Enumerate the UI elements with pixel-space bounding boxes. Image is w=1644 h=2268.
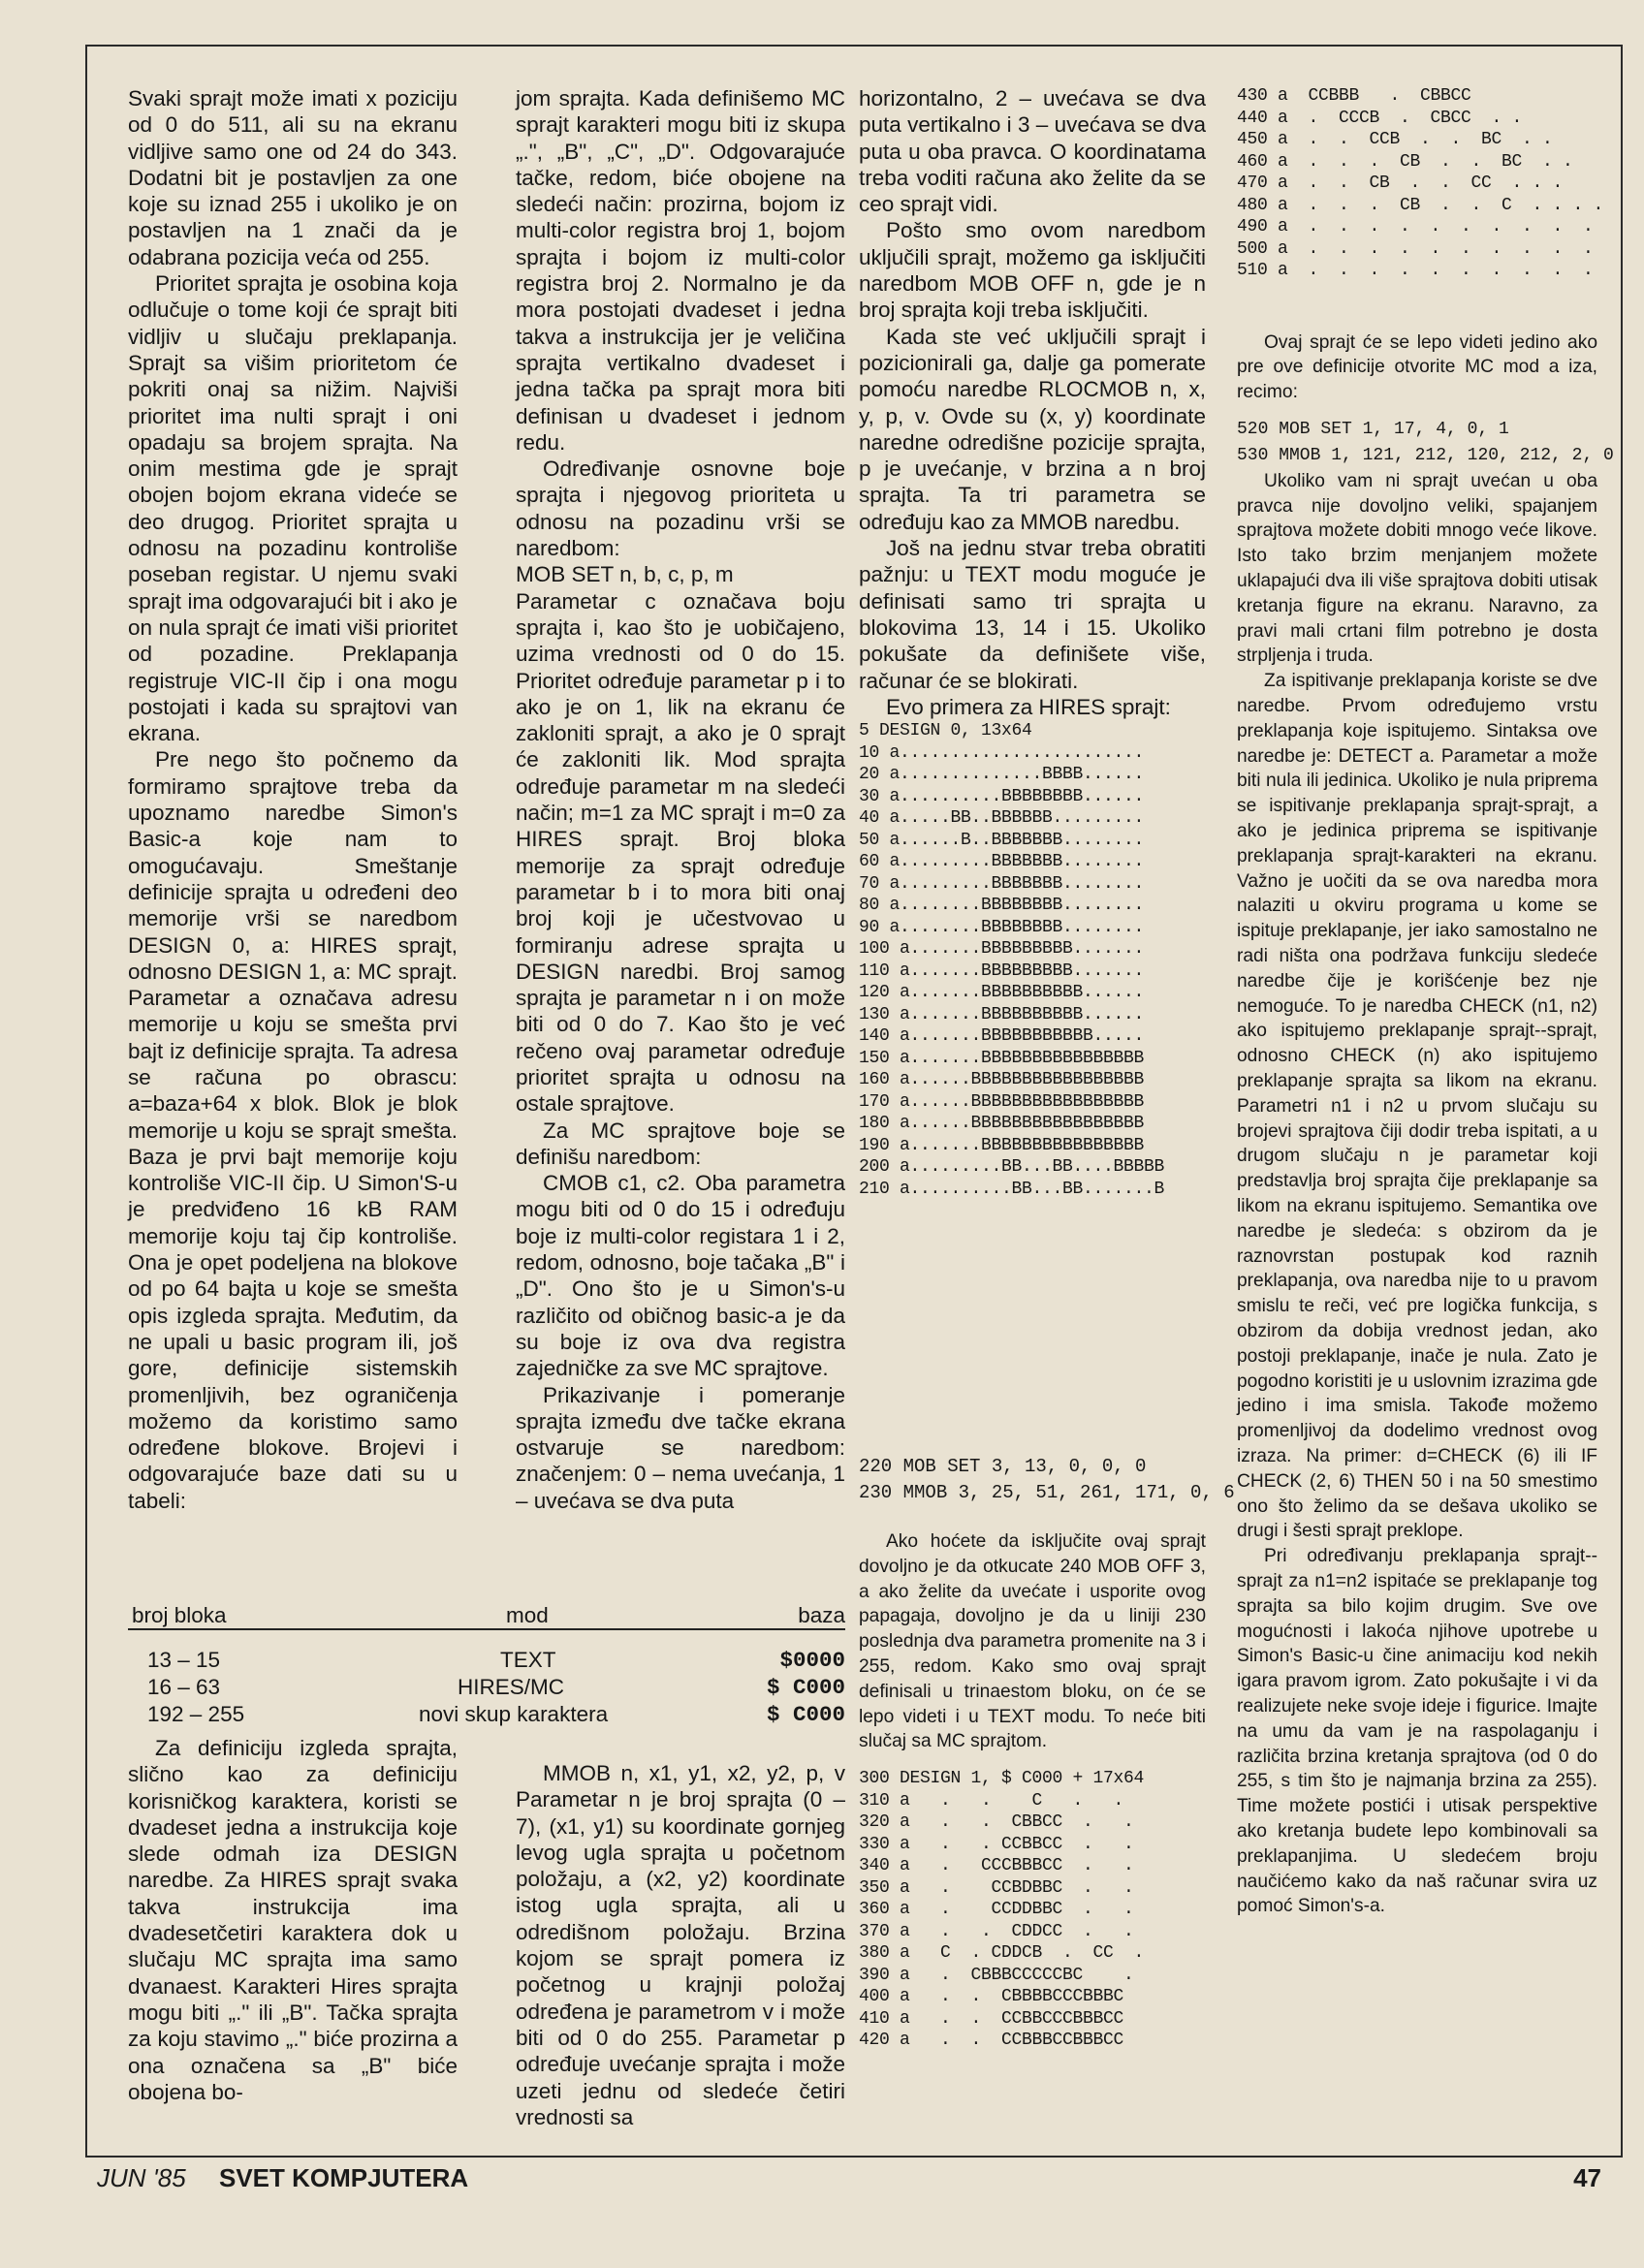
- code-line: 410 a . . CCBBCCCBBBCC: [859, 2008, 1124, 2029]
- code-line: 130 a.......BBBBBBBBBB......: [859, 1004, 1145, 1024]
- paragraph: Za MC sprajtove boje se definišu naredbom:: [516, 1118, 845, 1169]
- column-4: [1237, 85, 1614, 2111]
- paragraph: Pošto smo ovom naredbom uključili sprajt, možemo ga isključiti naredbom MOB OFF n, gde je n broj sprajta koji treba isključiti.: [859, 218, 1206, 323]
- column-2-bottom: [516, 1760, 845, 2142]
- code-line: 440 a . CCCB . CBCC . .: [1237, 108, 1523, 128]
- code-line: 300 DESIGN 1, $ C000 + 17x64: [859, 1769, 1145, 1789]
- code-line: 330 a . . CCBBCC . .: [859, 1834, 1134, 1854]
- code-line: 70 a.........BBBBBBB........: [859, 873, 1145, 894]
- paragraph: jom sprajta. Kada definišemo MC sprajt karakteri mogu biti iz skupa „.", „B", „C", „D". Odgovarajuće tačke, redom, biće obojene na sledeći način: prozirna, bojom iz multi-color registra broj 1, bojom sprajta i bojom iz multi-color registra broj 2. Normalno je da mora postojati dvadeset i jedna takva a instrukcija jer je veličina sprajta vertikalno dvadeset i jedna tačka pa sprajt mora biti definisan u dvadeset i jednom redu.: [516, 86, 845, 455]
- code-line: 120 a.......BBBBBBBBBB......: [859, 983, 1145, 1003]
- table-row: [128, 1675, 845, 1702]
- code-line: 160 a......BBBBBBBBBBBBBBBBB: [859, 1070, 1145, 1090]
- table-cell: $0000: [779, 1648, 845, 1673]
- code-line: 340 a . CCCBBBCC . .: [859, 1856, 1134, 1876]
- code-line: 320 a . . CBBCC . .: [859, 1812, 1134, 1833]
- table-header: broj bloka: [132, 1603, 227, 1627]
- paragraph: horizontalno, 2 – uvećava se dva puta vertikalno i 3 – uvećava se dva puta u oba pravca. O koordinatama treba voditi računa ako želite da se ceo sprajt vidi.: [859, 86, 1206, 217]
- code-line: 60 a.........BBBBBBB........: [859, 852, 1145, 872]
- code-line: 510 a . . . . . . . . . .: [1237, 261, 1594, 280]
- mc-sprite-listing: [859, 1768, 1206, 2052]
- paragraph: Parametar c označava boju sprajta i, kao što je uobičajeno, uzima vrednosti od 0 do 15. Prioritet određuje parametar p i to ako je on 1, lik na ekranu će zakloniti sprajt, a ako je 0 sprajt će zakloniti lik. Mod sprajta određuje parametar m na sledeći način; m=1 za MC sprajt i m=0 za HIRES sprajt. Broj bloka memorije za sprajt određuje parametar b i to mora biti onaj broj koji je učestvovao u formiranju adrese sprajta u DESIGN naredbi. Broj samog sprajta je parametar n i on može biti od 0 do 7. Kao što je već rečeno ovaj parametar određuje prioritet sprajta u odnosu na ostale sprajtove.: [516, 588, 845, 1117]
- column-1-bottom: [128, 1735, 458, 2142]
- table-header-row: [128, 1603, 845, 1630]
- paragraph: Kada ste već uključili sprajt i pozicionirali ga, dalje ga pomerate pomoću naredbe RLOCMOB n, x, y, p, v. Ovde su (x, y) koordinate naredne odredišne pozicije sprajta, p je uvećanje, v brzina a n broj sprajta. Ta tri parametra se određuju kao za MMOB naredbu.: [859, 324, 1206, 534]
- command-syntax: MOB SET n, b, c, p, m: [516, 562, 734, 587]
- table-row: [128, 1648, 845, 1675]
- paragraph: Ovaj sprajt će se lepo videti jedino ako pre ove definicije otvorite MC mod a iza, recimo:: [1237, 331, 1597, 403]
- column-3-bottom: [859, 1529, 1206, 2051]
- table-cell: novi skup karaktera: [419, 1702, 609, 1726]
- code-line: 220 MOB SET 3, 13, 0, 0, 0: [859, 1456, 1147, 1477]
- code-line: 430 a CCBBB . CBBCC: [1237, 86, 1471, 106]
- code-line: 350 a . CCBDBBC . .: [859, 1877, 1134, 1898]
- code-line: 460 a . . . CB . . BC . .: [1237, 151, 1573, 172]
- column-2: [516, 85, 845, 1568]
- code-line: 390 a . CBBBCCCCCBC .: [859, 1965, 1134, 1985]
- table-cell: TEXT: [500, 1648, 556, 1672]
- code-line: 110 a.......BBBBBBBBB.......: [859, 961, 1145, 981]
- code-line: 490 a . . . . . . . . . .: [1237, 217, 1594, 236]
- page-number: 47: [1573, 2163, 1601, 2192]
- paragraph: Za ispitivanje preklapanja koriste se dve naredbe. Prvom određujemo vrstu preklapanja koje ispitujemo. Sintaksa ove naredbe je: DETECT a. Parametar a može biti nula ili jedinica. Ukoliko je nula priprema se ispitivanje preklapanja sprajt-sprajt, a ako je jedinica priprema se ispitivanje preklapanja sprajt-karakteri na ekranu. Važno je uočiti da se ova naredba mora nalaziti u okviru programa u kome se ispituje preklapanje, jer iako samostalno ne radi ništa ona podržava funkciju sledeće naredbe čije je korišćenje bez nje nemoguće. To je naredba CHECK (n1, n2) ako ispitujemo preklapanje sprajt--sprajt, odnosno CHECK (n) ako ispitujemo preklapanje sprajta sa likom na ekranu. Parametri n1 i n2 u prvom slučaju su brojevi sprajtova čiji dodir treba ispitati, a u drugom slučaju n je parametar koji predstavlja broj sprajta čije preklapanje sa likom na ekranu ispitujemo. Semantika ove naredbe je sledeća: s obzirom da je raznovrstan postupak kod raznih preklapanja, ova naredba nije to u pravom smislu te reči, već pre logička funkcija, s obzirom da dobija vrednost jedan, ako postoji preklapanje, inače je nula. Zato je pogodno koristiti je u uslovnim izrazima gde jedino i ima smisla. Takođe možemo promenljivoj da dodelimo vrednost ovog izraza. Na primer: d=CHECK (6) ili IF CHECK (2, 6) THEN 50 i na 50 smestimo ono što želimo da se dešava ukoliko se drugi i šesti sprajt preklope.: [1237, 671, 1597, 1542]
- paragraph: Ako hoćete da isključite ovaj sprajt dovoljno je da otkucate 240 MOB OFF 3, a ako želite da uvećate i usporite ovog papagaja, dovoljno je da u liniji 230 poslednja dva parametra promenite na 3 i 255, redom. Kako smo ovaj sprajt definisali u trinaestom bloku, on će se lepo videti i u TEXT modu. To neće biti slučaj sa MC sprajtom.: [859, 1531, 1206, 1752]
- table-row: [128, 1702, 845, 1729]
- code-line: 400 a . . CBBBBCCCBBBC: [859, 1987, 1124, 2007]
- column-3: [859, 85, 1206, 1199]
- paragraph: CMOB c1, c2. Oba parametra mogu biti od 0 do 15 i određuju boje iz multi-color registara 1 i 2, redom, odnosno, boje tačaka „B" i „D". Ono što je u Simon's-u različito od običnog basic-a je da su boje iz ova dva registra zajedničke za sve MC sprajtove.: [516, 1171, 845, 1381]
- paragraph: Za definiciju izgleda sprajta, slično kao za definiciju korisničkog karaktera, koristi se dvadeset jedna a instrukcija koje slede odmah iza DESIGN naredbe. Za HIRES sprajt svaka takva instrukcija ima dvadesetčetiri karaktera dok u slučaju MC sprajta ima samo dvanaest. Karakteri Hires sprajta mogu biti „." ili „B". Tačka sprajta za koju stavimo „." biće prozirna a ona označena sa „B" biće obojena bo-: [128, 1736, 458, 2104]
- code-line: 90 a........BBBBBBBB........: [859, 917, 1145, 937]
- table-cell: $ C000: [766, 1702, 845, 1727]
- code-line: 370 a . . CDDCC . .: [859, 1921, 1134, 1941]
- hires-sprite-listing: [859, 720, 1206, 1200]
- table-header: baza: [798, 1603, 845, 1627]
- paragraph: Prikazivanje i pomeranje sprajta između dve tačke ekrana ostvaruje se naredbom: značenjem: 0 – nema uvećanja, 1 – uvećava se dva puta: [516, 1382, 845, 1513]
- code-line: 80 a........BBBBBBBB........: [859, 896, 1145, 916]
- paragraph: Prioritet sprajta je osobina koja odlučuje o tome koji će sprajt biti vidljiv u slučaju preklapanja. Sprajt sa višim prioritetom će pokriti onaj sa nižim. Najviši prioritet ima nulti sprajt i oni opadaju sa brojem sprajta. Na onim mestima gde je sprajt obojen bojom ekrana videće se deo drugog. Prioritet sprajta u odnosu na pozadinu kontroliše poseban registar. U njemu svaki sprajt ima odgovarajući bit i ako je on nula sprajt će imati viši prioritet od pozadine. Preklapanja registruje VIC-II čip i ona mogu postojati i kada su sprajtovi van ekrana.: [128, 271, 458, 746]
- code-line: 500 a . . . . . . . . . .: [1237, 238, 1594, 259]
- code-line: 470 a . . CB . . CC . . .: [1237, 173, 1564, 193]
- code-line: 530 MMOB 1, 121, 212, 120, 212, 2, 0: [1237, 445, 1614, 465]
- code-line: 140 a.......BBBBBBBBBBB.....: [859, 1026, 1145, 1047]
- code-line: 40 a.....BB..BBBBBB.........: [859, 808, 1145, 829]
- table-header: mod: [506, 1603, 549, 1627]
- column-1: [128, 85, 458, 1615]
- paragraph: MMOB n, x1, y1, x2, y2, p, v Parametar n je broj sprajta (0 – 7), (x1, y1) su koordinate gornjeg levog ugla sprajta u početnom položaju, a (x2, y2) koordinate istog ugla sprajta, ali u odredišnom položaju. Brzina kojom se sprajt pomera iz početnog u krajnji položaj određena je parametrom v i može biti od 0 do 255. Parametar p određuje uvećanje sprajta i može uzeti jednu od sledeće četiri vrednosti sa: [516, 1761, 845, 2129]
- paragraph: Ukoliko vam ni sprajt uvećan u oba pravca nije dovoljno veliki, spajanjem sprajtova možete dobiti mnogo veće likove. Isto tako brzim menjanjem možete uklapajući dva ili više sprajtova dobiti utisak kretanja figure na ekranu. Naravno, za pravi mali crtani film potrebno je dosta strpljenja i truda.: [1237, 470, 1597, 667]
- paragraph: Pri određivanju preklapanja sprajt--sprajt za n1=n2 ispitaće se preklapanje tog sprajta sa bilo kojim drugim. Sve ove mogućnosti i lakoća njihove upotrebe u Simon's Basic-u čine animaciju kod nekih igara pravom igrom. Zato pokušajte i vi da realizujete neke svoje ideje i figurice. Imajte na umu da vam je na raspolaganju i različita brzina kretanja sprajtova (od 0 do 255, s tim što je najmanja brzina za 255). Time možete postići i utisak perspektive ako kretanja budete lepo kombinovali sa preklapanjima. U sledećem broju naučićemo kako da naš računar svira uz pomoć Simon's-a.: [1237, 1546, 1597, 1917]
- code-line: 310 a . . C . .: [859, 1790, 1124, 1811]
- code-line: 10 a........................: [859, 742, 1145, 763]
- mc-sprite-listing-continued: [1237, 85, 1604, 282]
- table-cell: 192 – 255: [147, 1702, 245, 1726]
- paragraph: Svaki sprajt može imati x poziciju od 0 do 511, ali su na ekranu vidljive samo one od 24 do 343. Dodatni bit je postavljen za one koje su iznad 255 i ukoliko je on postavljen na 1 znači da je odabrana pozicija veća od 255.: [128, 86, 458, 269]
- code-line: 360 a . CCDDBBC . .: [859, 1900, 1134, 1920]
- code-line: 380 a C . CDDCB . CC .: [859, 1943, 1145, 1964]
- code-line: 420 a . . CCBBBCCBBBCC: [859, 2031, 1124, 2051]
- code-line: 200 a.........BB...BB....BBBBB: [859, 1157, 1165, 1178]
- code-line: 190 a.......BBBBBBBBBBBBBBBB: [859, 1135, 1145, 1155]
- code-line: 230 MMOB 3, 25, 51, 261, 171, 0, 6: [859, 1482, 1235, 1503]
- table-cell: 16 – 63: [147, 1675, 221, 1699]
- paragraph: Još na jednu stvar treba obratiti pažnju: u TEXT modu moguće je definisati samo tri sprajta u blokovima 13, 14 i 15. Ukoliko pokušate da definišete više, računar će se blokirati.: [859, 536, 1206, 693]
- magazine-name: SVET KOMPJUTERA: [219, 2163, 469, 2192]
- table-cell: 13 – 15: [147, 1648, 221, 1672]
- code-line: 5 DESIGN 0, 13x64: [859, 721, 1032, 741]
- table-cell: $ C000: [766, 1675, 845, 1700]
- code-line: 210 a..........BB...BB.......B: [859, 1179, 1165, 1199]
- code-line: 20 a..............BBBB......: [859, 765, 1145, 785]
- paragraph: Pre nego što počnemo da formiramo sprajtove treba da upoznamo naredbe Simon's Basic-a koje nam to omogućavaju. Smeštanje definicije sprajta u određeni deo memorije vrši se naredbom DESIGN 0, a: HIRES sprajt, odnosno DESIGN 1, a: MC sprajt. Parametar a označava adresu memorije u koju se smešta prvi bajt iz definicije sprajta. Ta adresa se računa po obrascu: a=baza+64 x blok. Blok je blok memorije u koju se sprajt smešta. Baza je prvi bajt memorije koju kontroliše VIC-II čip. U Simon'S-u je predviđeno 16 kB RAM memorije koju taj čip kontroliše. Ona je opet podeljena na blokove od po 64 bajta u koje se smešta opis izgleda sprajta. Međutim, da ne upali u basic program ili, još gore, definicije sistemskih promenljivih, bez ograničenja možemo da koristimo samo određene blokove. Brojevi i odgovarajuće baze dati su u tabeli:: [128, 747, 458, 1513]
- paragraph: Određivanje osnovne boje sprajta i njegovog prioriteta u odnosu na pozadinu vrši se naredbom:: [516, 457, 845, 561]
- code-line: 450 a . . CCB . . BC . .: [1237, 130, 1553, 149]
- code-line: 520 MOB SET 1, 17, 4, 0, 1: [1237, 419, 1509, 439]
- code-line: 170 a......BBBBBBBBBBBBBBBBB: [859, 1091, 1145, 1112]
- code-line: 50 a......B..BBBBBBB........: [859, 830, 1145, 850]
- code-line: 30 a..........BBBBBBBB......: [859, 786, 1145, 806]
- table-cell: HIRES/MC: [458, 1675, 565, 1699]
- code-line: 480 a . . . CB . . C . . . .: [1237, 195, 1604, 215]
- code-line: 100 a.......BBBBBBBBB.......: [859, 939, 1145, 960]
- code-line: 150 a.......BBBBBBBBBBBBBBBB: [859, 1048, 1145, 1068]
- issue-date: JUN '85: [97, 2163, 186, 2192]
- code-line: 180 a......BBBBBBBBBBBBBBBBB: [859, 1114, 1145, 1134]
- paragraph: Evo primera za HIRES sprajt:: [886, 694, 1171, 719]
